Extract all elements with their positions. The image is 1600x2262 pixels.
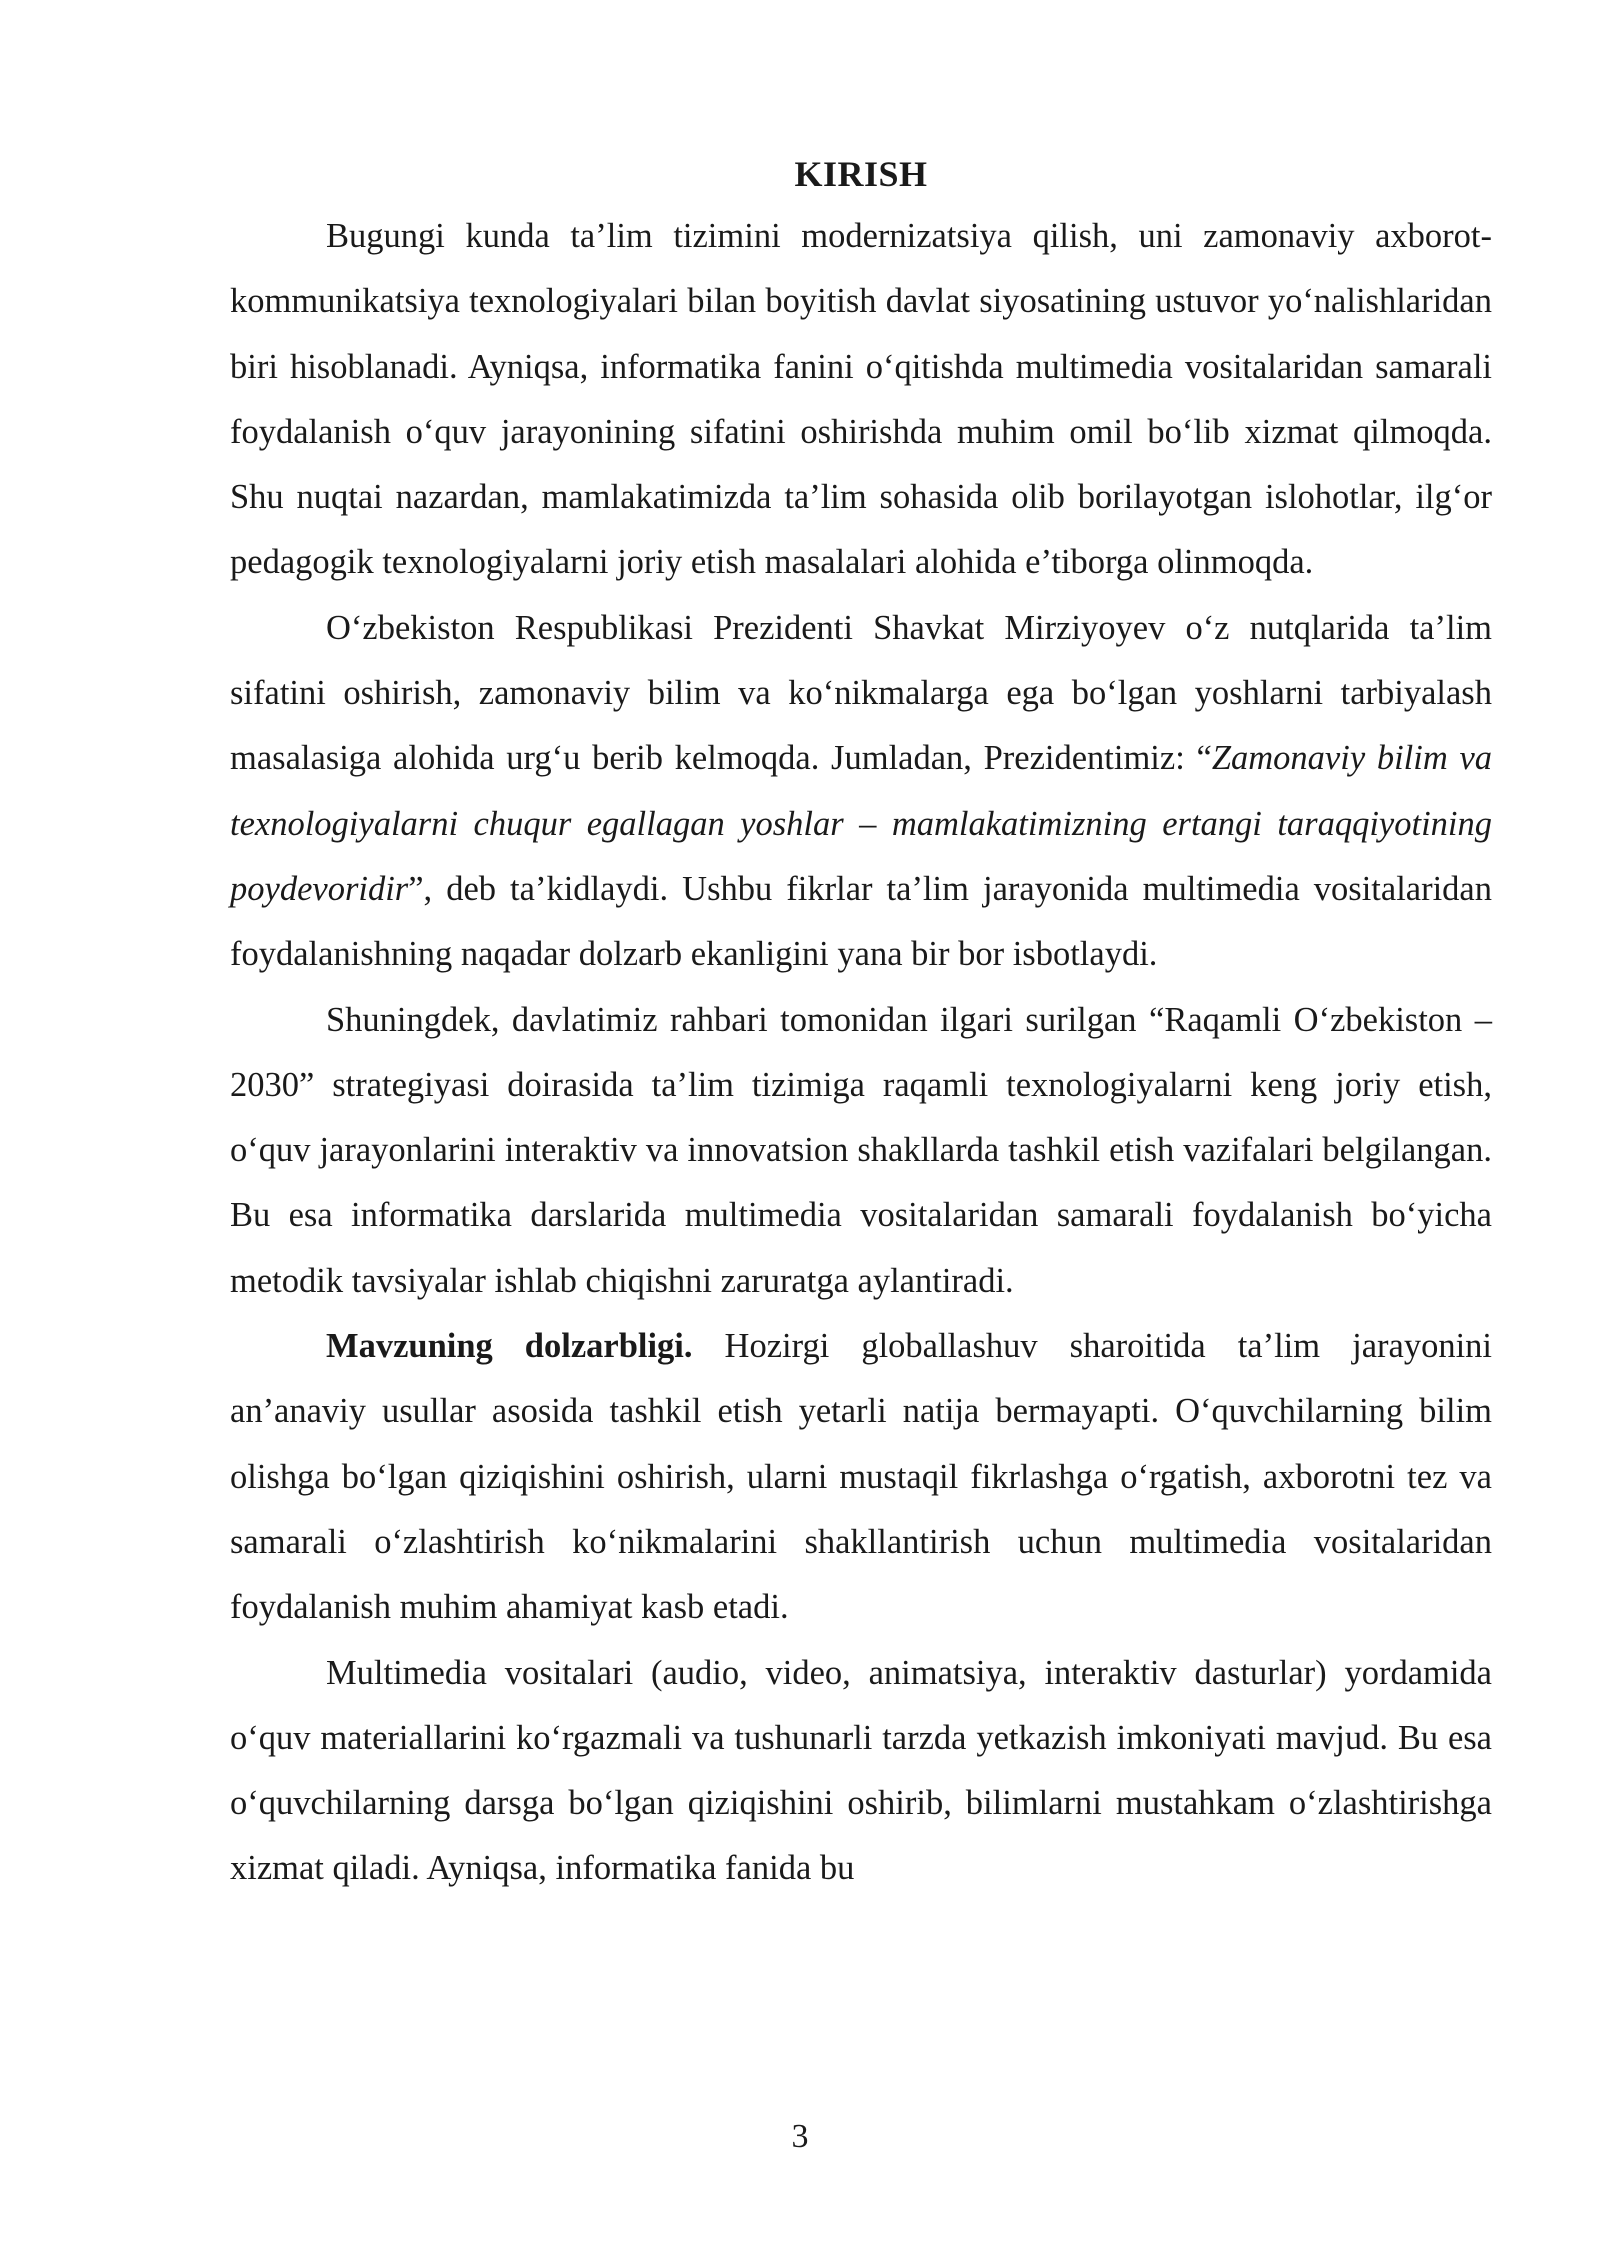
paragraph-relevance xyxy=(230,1314,1492,1640)
relevance-heading: Mavzuning dolzarbligi. xyxy=(326,1327,693,1366)
paragraph-multimedia-text: Multimedia vositalari (audio, video, animatsiya, interaktiv dasturlar) yordamida o‘quv materiallarini ko‘rgazmali va tushunarli tarzda yetkazish imkoniyati mavjud. Bu esa o‘quvchilarning darsga bo‘lgan qiziqishini oshirib, bilimlarni mustahkam o‘zlashtirishga xizmat qiladi. Ayniqsa, informatika fanida bu xyxy=(230,1653,1492,1888)
paragraph-president-after: ”, deb ta’kidlaydi. Ushbu fikrlar ta’lim jarayonida multimedia vositalaridan foydalanishning naqadar dolzarb ekanligini yana bir bor isbotlaydi. xyxy=(230,869,1492,974)
paragraph-president-before: O‘zbekiston Respublikasi Prezidenti Shavkat Mirziyoyev o‘z nutqlarida ta’lim sifatini oshirish, zamonaviy bilim va ko‘nikmalarga ega bo‘lgan yoshlarni tarbiyalash masalasiga alohida urg‘u berib kelmoqda. Jumladan, Prezidentimiz: “ xyxy=(230,608,1492,778)
president-quote: Zamonaviy bilim va texnologiyalarni chuqur egallagan yoshlar – mamlakatimizning ertangi taraqqiyotining poydevoridir xyxy=(230,739,1493,908)
paragraph-relevance-text: Hozirgi globallashuv sharoitida ta’lim jarayonini an’anaviy usullar asosida tashkil etish yetarli natija bermayapti. O‘quvchilarning bilim olishga bo‘lgan qiziqishini oshirish, ularni mustaqil fikrlashga o‘rgatish, axborotni tez va samarali o‘zlashtirish ko‘nikmalarini shakllantirish uchun multimedia vositalaridan foydalanish muhim ahamiyat kasb etadi. xyxy=(230,1327,1492,1627)
paragraph-strategy xyxy=(230,988,1492,1314)
paragraph-intro-text: Bugungi kunda ta’lim tizimini modernizatsiya qilish, uni zamonaviy axborot-kommunikatsiya texnologiyalari bilan boyitish davlat siyosatining ustuvor yo‘nalishlaridan biri hisoblanadi. Ayniqsa, informatika fanini o‘qitishda multimedia vositalaridan samarali foydalanish o‘quv jarayonining sifatini oshirishda muhim omil bo‘lib xizmat qilmoqda. Shu nuqtai nazardan, mamlakatimizda ta’lim sohasida olib borilayotgan islohotlar, ilg‘or pedagogik texnologiyalarni joriy etish masalalari alohida e’tiborga olinmoqda. xyxy=(230,217,1492,582)
document-page xyxy=(230,150,1492,1902)
paragraph-strategy-text: Shuningdek, davlatimiz rahbari tomonidan ilgari surilgan “Raqamli O‘zbekiston – 2030” strategiyasi doirasida ta’lim tizimiga raqamli texnologiyalarni keng joriy etish, o‘quv jarayonlarini interaktiv va innovatsion shakllarda tashkil etish vazifalari belgilangan. Bu esa informatika darslarida multimedia vositalaridan samarali foydalanish bo‘yicha metodik tavsiyalar ishlab chiqishni zaruratga aylantiradi. xyxy=(230,1000,1492,1300)
page-number: 3 xyxy=(791,2118,809,2155)
paragraph-multimedia xyxy=(230,1641,1492,1902)
paragraph-president xyxy=(230,596,1492,988)
section-title: KIRISH xyxy=(794,154,928,194)
paragraph-intro xyxy=(230,204,1492,596)
